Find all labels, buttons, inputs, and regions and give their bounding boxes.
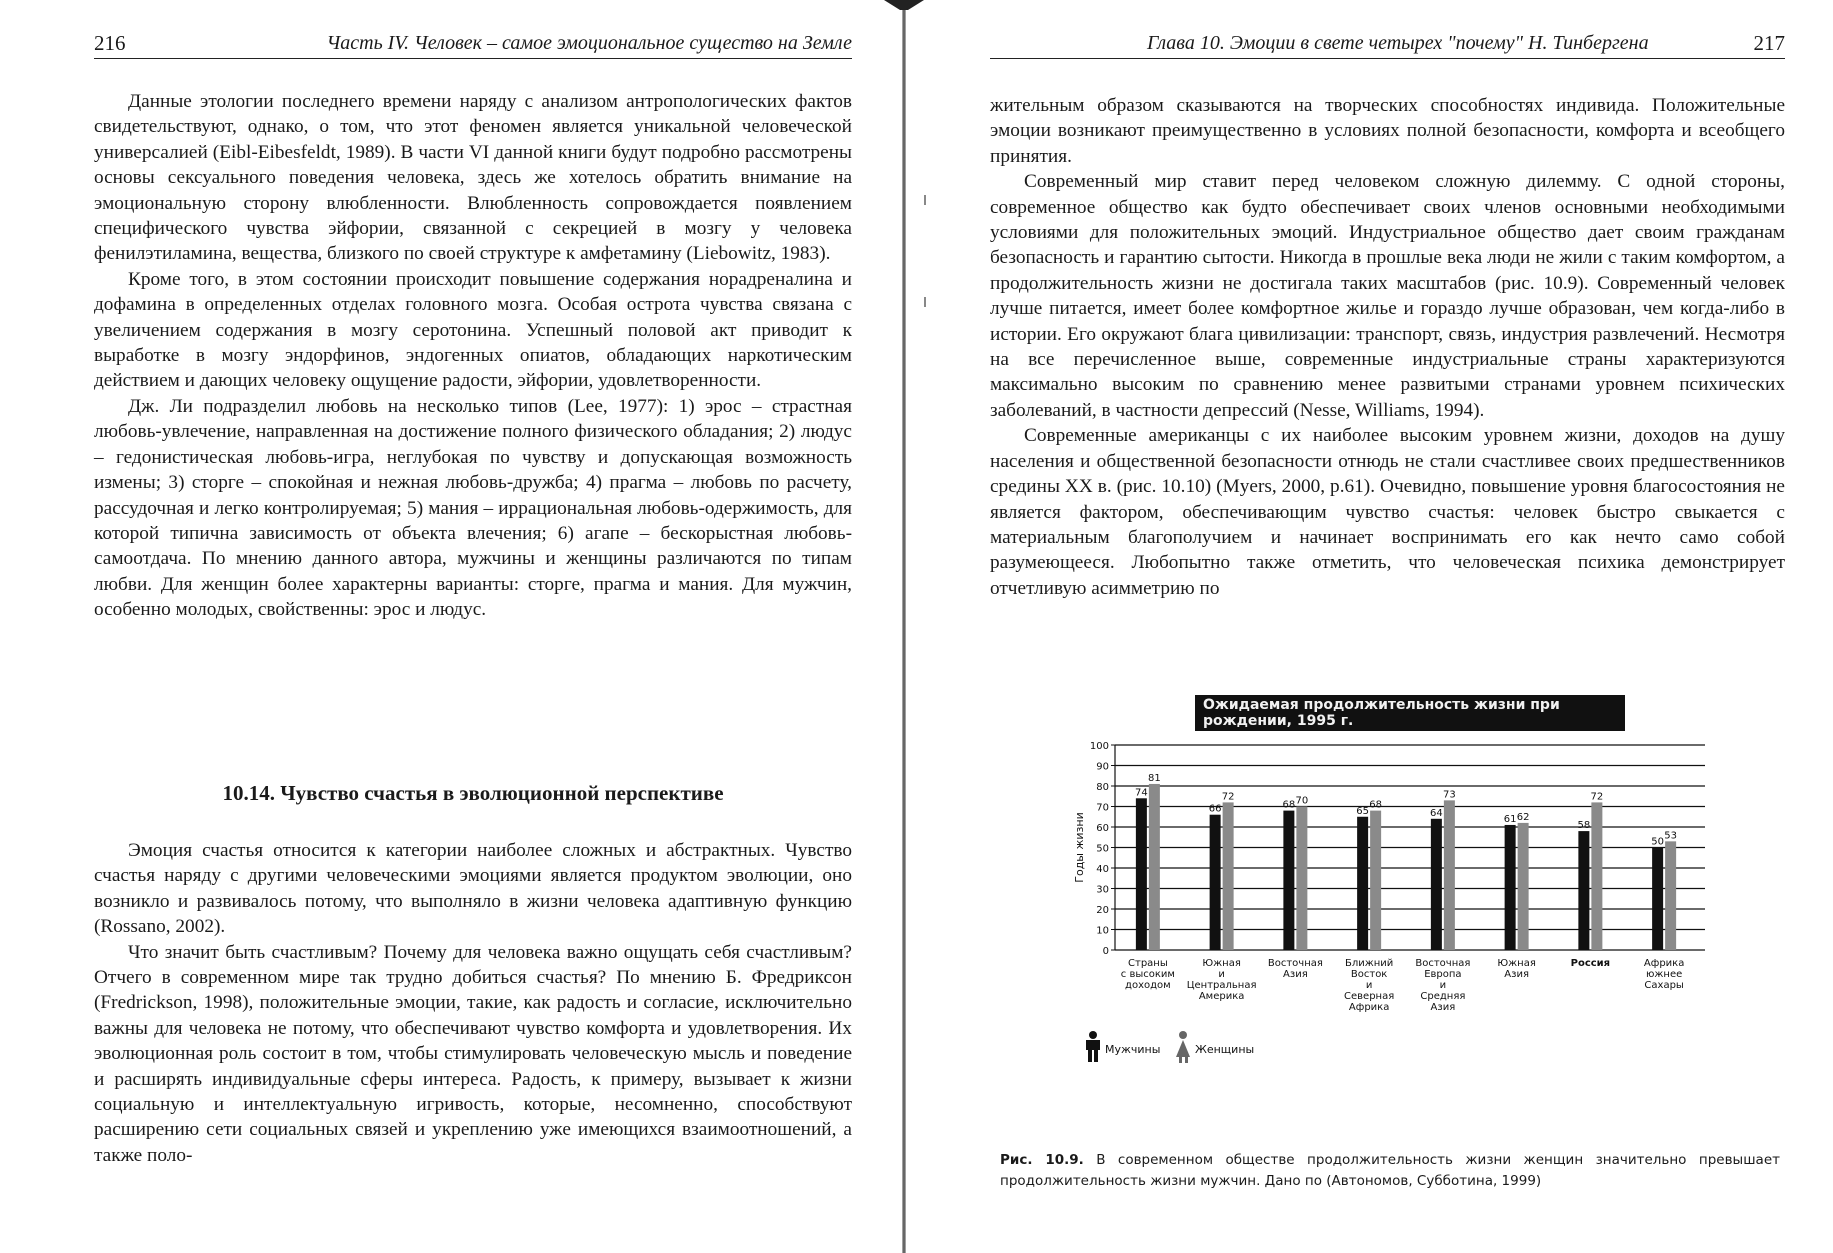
right-running-head (990, 28, 1785, 59)
life-expectancy-figure (1065, 695, 1725, 1135)
category-label: Южная (1497, 958, 1536, 969)
bar-women (1149, 784, 1160, 950)
bar-value-label: 81 (1148, 772, 1161, 784)
bar-men (1652, 848, 1663, 951)
category-label: с высоким (1120, 969, 1175, 980)
bar-women (1223, 802, 1234, 950)
bar-men (1283, 811, 1294, 950)
bar-value-label: 68 (1282, 799, 1296, 811)
legend-men-label: Мужчины (1105, 1043, 1161, 1056)
bar-value-label: 64 (1430, 807, 1443, 819)
bar-men (1578, 831, 1589, 950)
paragraph: жительным образом сказываются на творческих способностях индивида. Положительные эмоции возникают преимущественно в условиях полной безопасности, комфорта и всеобщего принятия. (990, 95, 1785, 167)
bar-men (1357, 817, 1368, 950)
bar-value-label: 61 (1503, 813, 1517, 825)
bar-women (1591, 802, 1602, 950)
left-running-head (94, 28, 852, 59)
category-label: Азия (1430, 1002, 1456, 1013)
category-label: Европа (1424, 969, 1462, 980)
category-label: Африка (1348, 1002, 1390, 1013)
paragraph: Современные американцы с их наиболее высоким уровнем жизни, доходов на душу населения и общественной безопасности отнюдь не стали счастливее своих предшественников средины XX в. (рис. 10.10) (Myers, 2000, p.61). Очевидно, повышение уровня благосостояния не является фактором, обеспечивающим чувство счастья: человек быстро свыкается с материальным благополучием и начинает воспринимать его как нечто само собой разумеющееся. Любопытно также отметить, что человеческая психика демонстрирует отчетливую асимметрию по (990, 425, 1785, 599)
bar-men (1136, 798, 1147, 950)
bar-value-label: 53 (1664, 830, 1677, 842)
y-tick-label: 40 (1096, 864, 1109, 875)
category-label: Страны (1128, 958, 1168, 969)
bar-value-label: 50 (1651, 836, 1664, 848)
bar-women (1296, 807, 1307, 951)
legend-woman-icon (1179, 1031, 1187, 1039)
paragraph: Данные этологии последнего времени наряду с анализом антропологических фактов свидетельствуют, однако, о том, что этот феномен является уникальной человеческой универсалией (Eibl-Eibesfeldt, 1989). В части VI данной книги будут подробно рассмотрены основы сексуального поведения человека, здесь же хотелось обратить внимание на эмоциональную сторону влюбленности. Влюбленность сопровождается появлением специфического чувства эйфории, связанной с секрецией в мозгу у человека фенилэтиламина, вещества, близкого по своей структуре к амфетамину (Liebowitz, 1983). (94, 91, 852, 265)
figure-caption-number: Рис. 10.9. (1000, 1152, 1084, 1168)
category-label: Восток (1350, 969, 1388, 980)
right-body-text (990, 93, 1785, 601)
paragraph: Современный мир ставит перед человеком сложную дилемму. С одной стороны, современное общество как будто обеспечивает своих членов основными необходимыми условиями для положительных эмоций. Индустриальное общество дает своим гражданам безопасность и гарантию сытости. Никогда в прошлые века люди не жили с таким комфортом, а продолжительность жизни не достигала таких масштабов (рис. 10.9). Современный человек лучше питается, имеет более комфортное жилье и гораздо лучше образован, чем когда-либо в истории. Его окружают блага цивилизации: транспорт, связь, индустрия развлечений. Несмотря на все перечисленное выше, современные индустриальные страны характеризуются максимально высоким по сравнению менее развитыми странами уровнем психических заболеваний, в частности депрессий (Nesse, Williams, 1994). (990, 171, 1785, 421)
left-body-text (94, 89, 852, 623)
left-page-number: 216 (94, 31, 126, 55)
y-tick-label: 70 (1096, 802, 1109, 814)
legend-man-icon (1094, 1050, 1098, 1062)
bar-women (1518, 823, 1529, 950)
category-label: Азия (1504, 969, 1529, 980)
section-body-text (94, 838, 852, 1168)
paragraph: Кроме того, в этом состоянии происходит повышение содержания норадреналина и дофамина в определенных отделах головного мозга. Особая острота чувства связана с увеличением содержания в мозгу серотонина. Успешный половой акт приводит к выработке в мозгу эндорфинов, эндогенных опиатов, обладающих наркотическим действием и дающих человеку ощущение радости, эйфории, удовлетворенности. (94, 268, 852, 392)
category-label: Африка (1643, 958, 1685, 969)
y-tick-label: 0 (1102, 946, 1109, 957)
right-page-number: 217 (1753, 31, 1785, 55)
y-tick-label: 90 (1096, 761, 1109, 773)
paragraph: Эмоция счастья относится к категории наиболее сложных и абстрактных. Чувство счастья наряду с другими человеческими эмоциями является продуктом эволюции, оно возникло и развивалось потому, что выполняло в жизни человека адаптивную функцию (Rossano, 2002). (94, 840, 852, 938)
bar-women (1444, 800, 1455, 950)
margin-mark (924, 195, 926, 205)
bar-value-label: 66 (1208, 803, 1222, 815)
category-label: Сахары (1644, 980, 1684, 991)
legend-man-icon (1088, 1050, 1092, 1062)
category-label: Восточная (1267, 958, 1323, 969)
paragraph: Дж. Ли подразделил любовь на несколько типов (Lee, 1977): 1) эрос – страстная любовь-увлечение, направленная на достижение полного физического обладания; 2) людус – гедонистическая любовь-игра, неглубокая по чувству и допускающая возможность измены; 3) сторге – спокойная и нежная любовь-дружба; 4) прагма – любовь по расчету, рассудочная и легко контролируемая; 5) мания – иррациональная любовь-одержимость, для которой типична зависимость от объекта влечения; 6) агапе – бескорыстная любовь-самоотдача. По мнению данного автора, мужчины и женщины различаются по типам любви. Для женщин более характерны варианты: сторге, прагма и мания. Для мужчин, особенно молодых, свойственны: эрос и людус. (94, 395, 852, 621)
left-running-head-title: Часть IV. Человек – самое эмоциональное существо на Земле (326, 32, 852, 54)
bar-value-label: 72 (1590, 791, 1604, 803)
bar-value-label: 58 (1577, 820, 1591, 832)
category-label: и (1218, 969, 1225, 980)
figure-caption (1000, 1150, 1780, 1192)
category-label: южнее (1645, 969, 1683, 980)
bar-value-label: 74 (1135, 787, 1148, 799)
legend-woman-icon (1179, 1057, 1182, 1063)
bar-value-label: 73 (1443, 789, 1456, 801)
category-label: Россия (1570, 958, 1611, 969)
bar-value-label: 72 (1221, 791, 1235, 803)
y-tick-label: 10 (1096, 925, 1109, 937)
bar-men (1210, 815, 1221, 950)
legend-man-icon (1089, 1031, 1097, 1039)
bar-men (1431, 819, 1442, 950)
bar-women (1370, 811, 1381, 950)
bar-value-label: 65 (1356, 805, 1369, 817)
section-title: 10.14. Чувство счастья в эволюционной перспективе (222, 781, 724, 805)
chart-title: Ожидаемая продолжительность жизни при рождении, 1995 г. (1195, 695, 1625, 731)
bar-value-label: 70 (1295, 795, 1309, 807)
life-expectancy-chart (1065, 735, 1725, 1135)
category-label: Америка (1198, 991, 1245, 1002)
category-label: Восточная (1415, 958, 1471, 969)
bar-value-label: 62 (1516, 811, 1530, 823)
left-page (0, 0, 905, 1253)
y-tick-label: 100 (1089, 741, 1109, 752)
y-tick-label: 80 (1096, 782, 1109, 793)
category-label: Северная (1344, 991, 1395, 1002)
category-label: Ближний (1344, 958, 1394, 969)
category-label: Средняя (1420, 991, 1466, 1002)
category-label: и (1365, 980, 1373, 991)
category-label: Центральная (1186, 980, 1257, 991)
category-label: доходом (1125, 980, 1171, 991)
legend-woman-icon (1185, 1057, 1188, 1063)
category-label: Азия (1283, 969, 1308, 980)
bar-men (1505, 825, 1516, 950)
bar-value-label: 68 (1369, 799, 1382, 811)
y-tick-label: 30 (1096, 884, 1109, 896)
category-label: и (1439, 980, 1447, 991)
margin-mark (924, 297, 926, 307)
category-label: Южная (1202, 958, 1241, 969)
y-tick-label: 50 (1096, 843, 1109, 855)
bar-women (1665, 841, 1676, 950)
legend-woman-icon (1176, 1040, 1190, 1057)
figure-caption-text: В современном обществе продолжительность жизни женщин значительно превышает продолжительность жизни мужчин. Дано по (Автономов, Субботина, 1999) (1000, 1152, 1780, 1189)
legend-women-label: Женщины (1195, 1043, 1255, 1056)
paragraph: Что значит быть счастливым? Почему для человека важно ощущать себя счастливым? Отчего в современном мире так трудно добиться счастья? По мнению Б. Фредриксон (Fredrickson, 1998), положительные эмоции, такие, как радость и согласие, исключительно важны для человека не потому, что обеспечивают чувство комфорта и удовлетворения. Их эволюционная роль состоит в том, чтобы стимулировать человеческую мысль и поведение и расширять индивидуальные сферы интереса. Радость, к примеру, вызывает к жизни социальную и интеллектуальную игривость, которые, несомненно, способствуют расширению сети социальных связей и укреплению уже имеющихся взаимоотношений, а также поло- (94, 941, 852, 1166)
right-running-head-title: Глава 10. Эмоции в свете четырех "почему" Н. Тинбергена (1147, 32, 1649, 54)
y-tick-label: 60 (1096, 823, 1109, 834)
legend-man-icon (1086, 1040, 1100, 1050)
y-axis-label: Годы жизни (1073, 812, 1086, 883)
y-tick-label: 20 (1096, 905, 1109, 916)
